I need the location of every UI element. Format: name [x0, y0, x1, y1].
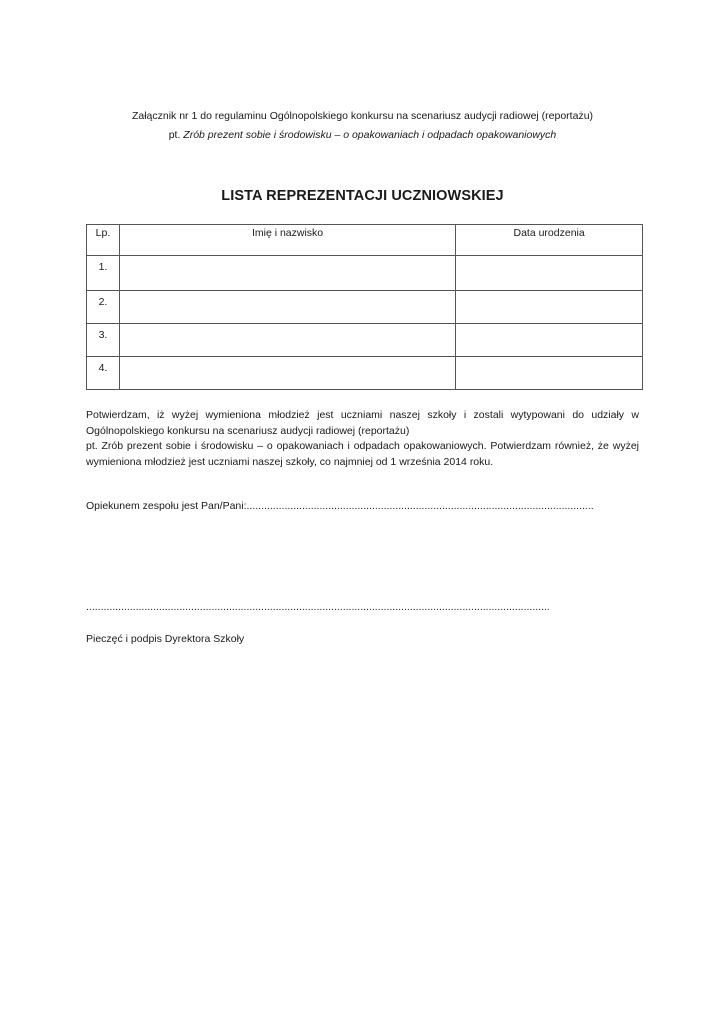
- row-number: 2.: [87, 291, 120, 324]
- guardian-fill-dots[interactable]: .......................................................................................................................: [246, 500, 594, 512]
- row-number: 4.: [87, 357, 120, 390]
- document-title: LISTA REPREZENTACJI UCZNIOWSKIEJ: [221, 188, 504, 204]
- confirmation-statement: [86, 408, 639, 470]
- guardian-label: Opiekunem zespołu jest Pan/Pani:: [86, 500, 247, 512]
- column-header-dob: Data urodzenia: [456, 225, 643, 256]
- annex-header-contest-title: Zrób prezent sobie i środowisku – o opakowaniach i odpadach opakowaniowych: [183, 129, 557, 141]
- statement-paragraph-1: Potwierdzam, iż wyżej wymieniona młodzież jest uczniami naszej szkoły i zostali wytypowani do udziały w Ogólnopolskiego konkursu na scenariusz audycji radiowej (reportażu): [86, 409, 639, 437]
- annex-header-prefix: pt.: [168, 129, 184, 141]
- table-row: [87, 324, 643, 357]
- statement-paragraph-2: pt. Zrób prezent sobie i środowisku – o opakowaniach i odpadach opakowaniowych. Potwierdzam również, że wyżej wymieniona młodzież jest uczniami naszej szkoły, co najmniej od 1 września 2014 roku.: [86, 440, 639, 468]
- signature-label: Pieczęć i podpis Dyrektora Szkoły: [86, 633, 245, 645]
- annex-header: [0, 107, 725, 145]
- table-row: [87, 256, 643, 291]
- dob-cell[interactable]: [456, 291, 643, 324]
- student-roster-table: [86, 224, 643, 390]
- column-header-name: Imię i nazwisko: [119, 225, 455, 256]
- dob-cell[interactable]: [456, 357, 643, 390]
- annex-header-line2: [0, 126, 725, 145]
- table-row: [87, 291, 643, 324]
- column-header-lp: Lp.: [87, 225, 120, 256]
- guardian-line: [86, 500, 646, 512]
- name-cell[interactable]: [119, 256, 455, 291]
- name-cell[interactable]: [119, 324, 455, 357]
- dob-cell[interactable]: [456, 256, 643, 291]
- row-number: 3.: [87, 324, 120, 357]
- table-row: [87, 357, 643, 390]
- name-cell[interactable]: [119, 357, 455, 390]
- table-header-row: [87, 225, 643, 256]
- row-number: 1.: [87, 256, 120, 291]
- annex-header-line1: Załącznik nr 1 do regulaminu Ogólnopolskiego konkursu na scenariusz audycji radiowej (reportażu): [131, 110, 594, 122]
- dob-cell[interactable]: [456, 324, 643, 357]
- name-cell[interactable]: [119, 291, 455, 324]
- signature-fill-dots[interactable]: ...............................................................................................................................................................: [86, 601, 550, 613]
